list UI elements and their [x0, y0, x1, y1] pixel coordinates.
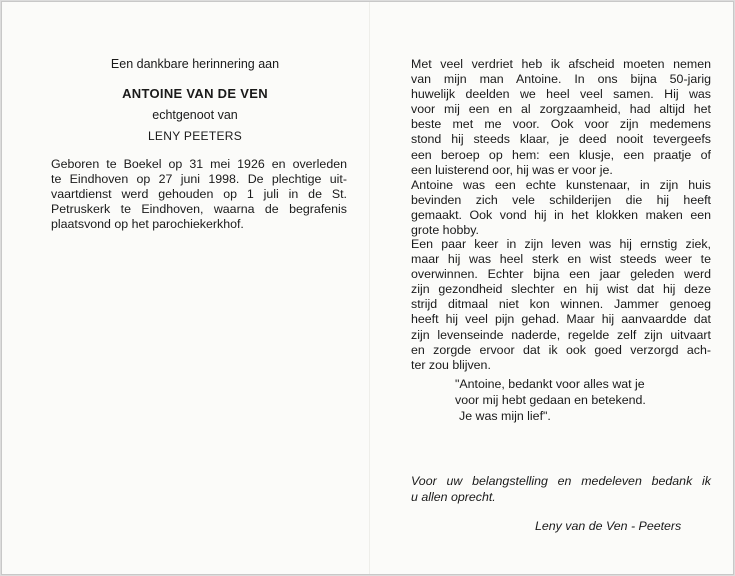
- deceased-name: ANTOINE VAN DE VEN: [122, 86, 268, 101]
- text-line: Een paar keer in zijn leven was hij ernstig ziek,: [411, 237, 711, 251]
- spouse-name: LENY PEETERS: [147, 129, 243, 143]
- bio-line: Petruskerk te Eindhoven, waarna de begrafenis: [51, 202, 347, 217]
- thanks-line: u allen oprecht.: [411, 490, 496, 504]
- text-line: bevinden zich vele schilderijen die hij heeft: [411, 192, 711, 207]
- spouse-label: echtgenoot van: [152, 108, 238, 122]
- bio-line: te Eindhoven op 27 juni 1998. De plechtige uit-: [51, 172, 347, 187]
- text-line: voor mij een en al zorgzaamheid, had altijd het: [411, 102, 711, 117]
- thanks-line: Voor uw belangstelling en medeleven bedank ik: [411, 474, 711, 488]
- text-line: een luisterend oor, hij was er voor je.: [411, 162, 613, 177]
- text-line: en zorgde ervoor dat ik ook goed verzorgd ach-: [411, 342, 711, 357]
- bio-line: Geboren te Boekel op 31 mei 1926 en overleden: [51, 157, 347, 171]
- text-line: grote hobby.: [411, 223, 479, 238]
- quote-line: "Antoine, bedankt voor alles wat je: [455, 377, 645, 391]
- thanks-note: [411, 473, 711, 505]
- text-line: beste met me voor. Ook voor zijn medemens: [411, 117, 711, 132]
- text-line: van mijn man Antoine. In ons bijna 50-jarig: [411, 72, 711, 87]
- text-line: overwinnen. Echter bijna een jaar geleden werd: [411, 267, 711, 282]
- quote-line: Je was mijn lief".: [459, 409, 551, 423]
- farewell-quote: [455, 376, 705, 424]
- text-line: Met veel verdriet heb ik afscheid moeten nemen: [411, 57, 711, 71]
- text-line: stond hij steeds klaar, je deed nooit tevergeefs: [411, 132, 711, 147]
- text-line: huwelijk deelden we heel veel samen. Hij was: [411, 87, 711, 102]
- bio-line: plaatsvond op het parochiekerkhof.: [51, 217, 244, 232]
- text-line: maar hij was heel sterk en wist steeds weer te: [411, 252, 711, 267]
- left-panel: [2, 2, 368, 574]
- text-line: zijn levenseinde naderde, regelde zelf zijn uitvaart: [411, 327, 711, 342]
- paragraph-memories: [411, 57, 711, 238]
- text-line: zijn gezondheid slechter en hij wist dat hij deze: [411, 282, 711, 297]
- text-line: een beroep op hem: een klusje, een praatje of: [411, 147, 711, 162]
- right-panel: [370, 2, 733, 574]
- biography: [51, 157, 347, 232]
- bio-line: vaartdienst werd gehouden op 1 juli in de St.: [51, 187, 347, 202]
- paragraph-illness: [411, 237, 711, 373]
- text-line: gemaakt. Ook vond hij in het klokken maken een: [411, 207, 711, 222]
- memorial-card: [2, 2, 733, 574]
- signature: Leny van de Ven - Peeters: [535, 519, 682, 533]
- intro-text: Een dankbare herinnering aan: [110, 57, 280, 71]
- text-line: strijd ditmaal niet kon winnen. Jammer genoeg: [411, 297, 711, 312]
- quote-line: voor mij hebt gedaan en betekend.: [455, 393, 646, 407]
- text-line: heeft hij veel pijn gehad. Maar hij aanvaardde dat: [411, 312, 711, 327]
- text-line: Antoine was een echte kunstenaar, in zijn huis: [411, 177, 711, 192]
- text-line: ter zou blijven.: [411, 357, 491, 372]
